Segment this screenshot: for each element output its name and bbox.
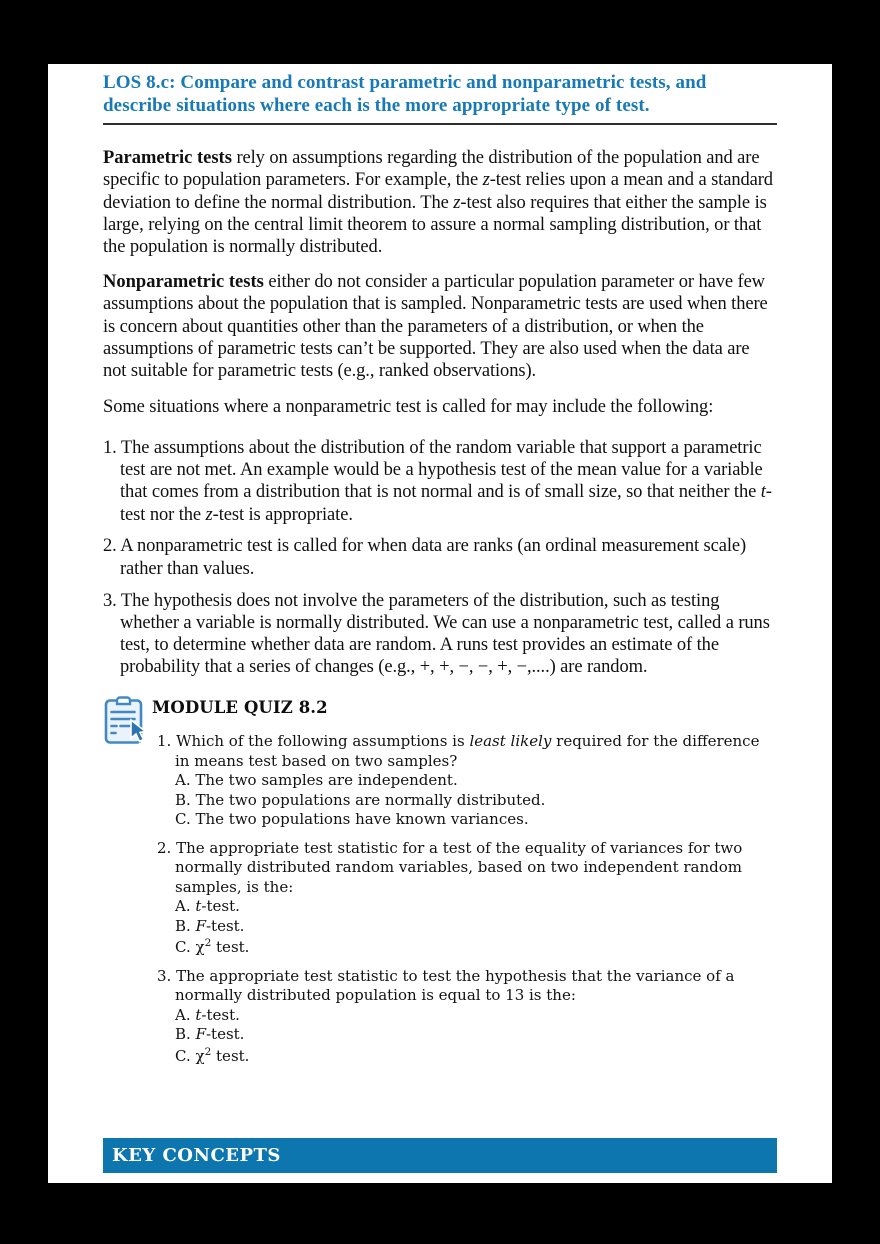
list-item-3	[103, 590, 777, 679]
answer-option-b	[175, 1025, 777, 1045]
italic-f: F	[195, 1025, 206, 1044]
option-letter: B.	[175, 916, 196, 935]
option-letter: C.	[175, 1046, 196, 1065]
text-run: The appropriate test statistic to test the hypothesis that the variance of a normally distributed population is equal to 13 is the:	[175, 966, 735, 1005]
answer-option-c	[175, 938, 777, 958]
text-run: rely on assumptions regarding the distribution of the population and are specific to population parameters. For example, the	[103, 148, 760, 191]
italic-t: t	[195, 897, 202, 916]
option-text: test.	[211, 1046, 250, 1065]
question-number: 3.	[157, 966, 177, 985]
los-heading: LOS 8.c: Compare and contrast parametric and nonparametric tests, and describe situations where each is the more appropriate type of test.	[103, 72, 707, 116]
answer-option-b	[175, 791, 777, 811]
answer-option-a	[175, 897, 777, 917]
superscript-2: 2	[204, 1045, 212, 1058]
chi-symbol: χ	[195, 938, 205, 957]
quiz-question-2	[157, 839, 777, 958]
option-letter: C.	[175, 810, 196, 829]
list-item-1	[103, 437, 777, 526]
answer-option-a	[175, 1006, 777, 1026]
key-concepts-header-bar	[103, 1138, 777, 1173]
text-run: either do not consider a particular population parameter or have few assumptions about the population that is sampled. Nonparametric tests are used when there is concern about quantities other than the parameters of a distribution, or when the assumptions of parametric tests can’t be supported. They are also used when the data are not suitable for parametric tests (e.g., ranked observations).	[103, 271, 768, 382]
italic-z: z	[205, 504, 213, 525]
text-run: -test is appropriate.	[212, 504, 353, 525]
italic-f: F	[195, 916, 206, 935]
text-run: -test also requires that either the sample is large, relying on the central limit theorem to assure a normal sampling distribution, or that the population is normally distributed.	[103, 192, 767, 258]
clipboard-checklist-with-cursor-icon	[103, 693, 149, 747]
situations-numbered-list	[103, 437, 777, 679]
quiz-question-1	[157, 732, 777, 830]
text-run: The assumptions about the distribution of the random variable that support a parametric test are not met. An example would be a hypothesis test of the mean value for a variable that comes from a distribution that is not normal and is of small size, so that neither the	[120, 437, 763, 503]
bold-term-parametric-tests: Parametric tests	[103, 148, 232, 168]
paragraph-some-situations: Some situations where a nonparametric test is called for may include the following:	[103, 397, 714, 418]
text-run: Which of the following assumptions is	[176, 732, 470, 751]
option-letter: A.	[175, 1005, 196, 1024]
option-text: The two populations are normally distributed.	[195, 790, 546, 809]
option-letter: B.	[175, 1025, 196, 1044]
option-text: -test.	[205, 1025, 245, 1044]
quiz-question-list	[157, 732, 777, 1066]
module-quiz-title: MODULE QUIZ 8.2	[152, 698, 328, 718]
text-run: -test relies upon a mean and a standard deviation to define the normal distribution. The	[103, 170, 773, 213]
text-run: A nonparametric test is called for when data are ranks (an ordinal measurement scale) rather than values.	[120, 536, 747, 579]
superscript-2: 2	[204, 937, 212, 950]
italic-z: z	[482, 170, 490, 191]
module-quiz-section	[103, 691, 777, 1066]
question-number: 2.	[157, 838, 177, 857]
list-number: 3.	[103, 590, 121, 611]
text-run: -test nor the	[120, 482, 772, 525]
italic-least-likely: least likely	[469, 732, 552, 751]
answer-option-a	[175, 771, 777, 791]
list-number: 1.	[103, 437, 121, 458]
text-run: The hypothesis does not involve the parameters of the distribution, such as testing whether a variable is normally distributed. We can use a nonparametric test, called a runs test, to determine whether data are random. A runs test provides an estimate of the probability that a series of changes (e.g., +, +, −, −, +, −,....) are random.	[120, 590, 770, 678]
option-letter: A.	[175, 897, 196, 916]
option-text: -test.	[201, 897, 240, 916]
option-text: -test.	[201, 1005, 240, 1024]
bold-term-nonparametric-tests: Nonparametric tests	[103, 271, 264, 292]
quiz-question-3	[157, 967, 777, 1067]
answer-option-c	[175, 1047, 777, 1067]
option-letter: A.	[175, 771, 196, 790]
key-concepts-label: KEY CONCEPTS	[112, 1145, 281, 1166]
paragraph-parametric-tests	[103, 147, 777, 258]
option-text: The two populations have known variances.	[195, 810, 529, 829]
list-number: 2.	[103, 536, 121, 557]
italic-t: t	[195, 1005, 202, 1024]
question-number: 1.	[157, 732, 177, 751]
italic-t: t	[760, 482, 766, 503]
italic-z: z	[453, 192, 461, 213]
option-text: -test.	[205, 916, 245, 935]
option-letter: C.	[175, 938, 196, 957]
text-run: required for the difference in means test based on two samples?	[175, 732, 760, 770]
list-item-2	[103, 535, 777, 580]
chi-symbol: χ	[195, 1046, 205, 1065]
page-content	[48, 72, 832, 1066]
option-text: The two samples are independent.	[195, 771, 458, 790]
answer-option-b	[175, 917, 777, 937]
text-run: The appropriate test statistic for a test of the equality of variances for two normally distributed random variables, based on two independent random samples, is the:	[175, 838, 743, 896]
heading-divider	[103, 123, 777, 125]
option-text: test.	[211, 938, 250, 957]
paragraph-nonparametric-tests	[103, 271, 777, 382]
answer-option-c	[175, 810, 777, 830]
option-letter: B.	[175, 790, 196, 809]
document-page	[48, 64, 832, 1183]
